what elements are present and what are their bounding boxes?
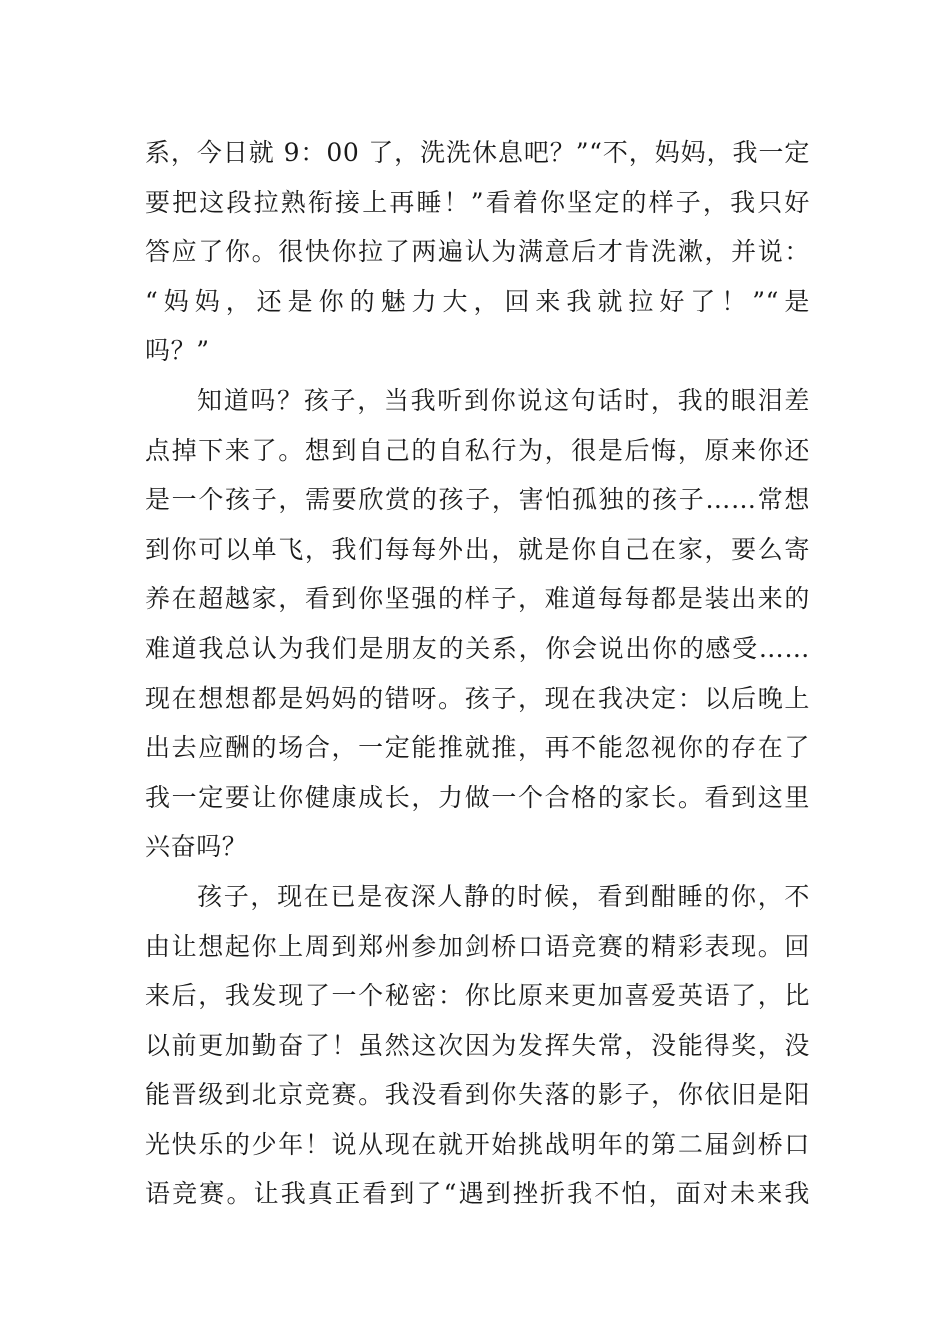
- text-line: 难道我总认为我们是朋友的关系，你会说出你的感受……: [145, 633, 810, 663]
- text-line: 语竞赛。让我真正看到了“遇到挫折我不怕，面对未来我: [145, 1179, 810, 1209]
- text-line: 能晋级到北京竞赛。我没看到你失落的影子，你依旧是阳: [145, 1080, 810, 1110]
- text-line: 以前更加勤奋了！虽然这次因为发挥失常，没能得奖，没: [145, 1030, 810, 1060]
- text-line: 我一定要让你健康成长，力做一个合格的家长。看到这里: [145, 782, 810, 812]
- text-line: 点掉下来了。想到自己的自私行为，很是后悔，原来你还: [145, 435, 810, 465]
- text-line: 养在超越家，看到你坚强的样子，难道每每都是装出来的: [145, 584, 810, 614]
- text-line: 到你可以单飞，我们每每外出，就是你自己在家，要么寄: [145, 534, 810, 564]
- text-line: 来后，我发现了一个秘密：你比原来更加喜爱英语了，比: [145, 981, 810, 1011]
- text-line: 出去应酬的场合，一定能推就推，再不能忽视你的存在了: [145, 733, 810, 763]
- paragraph-first-line: 知道吗？孩子，当我听到你说这句话时，我的眼泪差: [197, 385, 810, 415]
- text-line: 是一个孩子，需要欣赏的孩子，害怕孤独的孩子……常想: [145, 485, 810, 515]
- text-line: 系，今日就 9：00 了，洗洗休息吧？”“不，妈妈，我一定: [145, 138, 810, 167]
- text-line: 现在想想都是妈妈的错呀。孩子，现在我决定：以后晚上: [145, 683, 810, 713]
- text-line: 光快乐的少年！说从现在就开始挑战明年的第二届剑桥口: [145, 1129, 810, 1159]
- text-line: 由让想起你上周到郑州参加剑桥口语竞赛的精彩表现。回: [145, 931, 810, 961]
- text-line: 答应了你。很快你拉了两遍认为满意后才肯洗漱，并说：: [145, 237, 810, 267]
- paragraph-first-line: 孩子，现在已是夜深人静的时候，看到酣睡的你，不: [197, 881, 810, 911]
- text-line: 吗？”: [145, 336, 210, 366]
- text-line: 要把这段拉熟衔接上再睡！”看着你坚定的样子，我只好: [145, 187, 810, 217]
- text-line: 兴奋吗？: [145, 832, 248, 862]
- text-line: “妈妈，还是你的魅力大，回来我就拉好了！”“是: [145, 286, 810, 316]
- body-text: [145, 128, 810, 1219]
